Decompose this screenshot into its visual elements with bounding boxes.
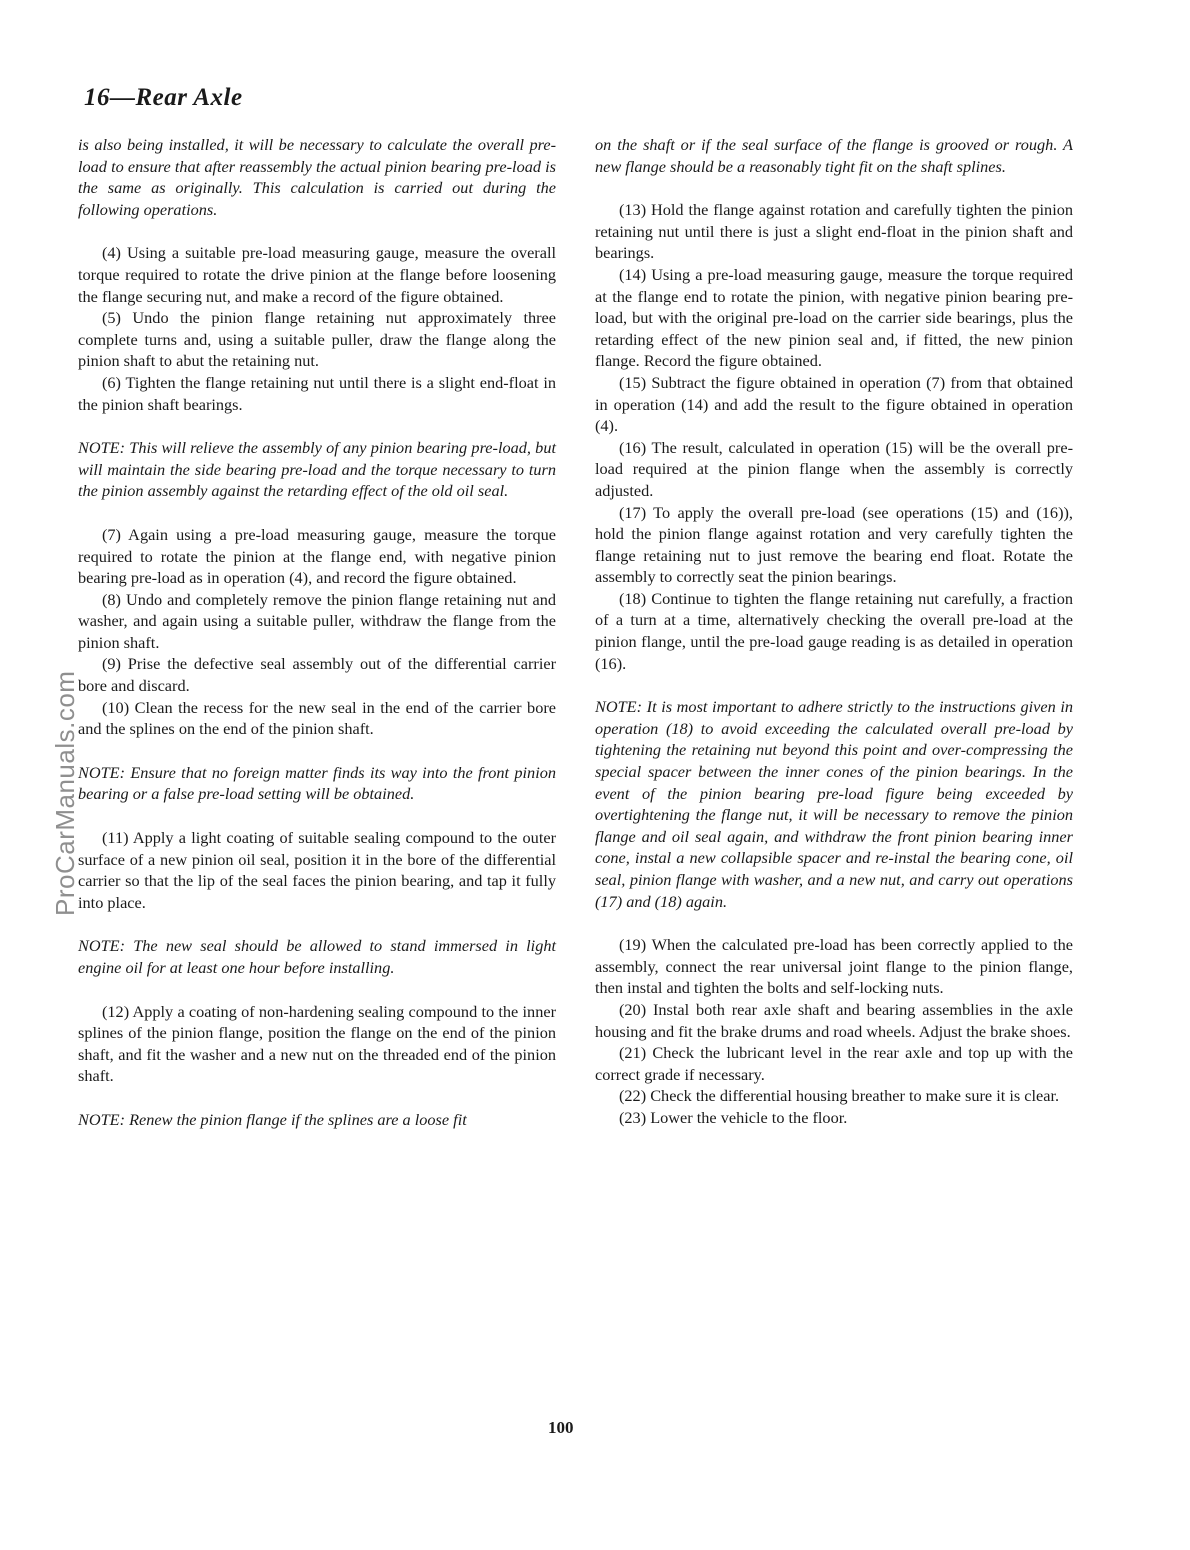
step-10: (10) Clean the recess for the new seal in the end of the carrier bore and the splines on the end of the pinion shaft. (78, 697, 556, 739)
step-22: (22) Check the differential housing breather to make sure it is clear. (619, 1086, 1060, 1106)
step-21: (21) Check the lubricant level in the rear axle and top up with the correct grade if necessary. (595, 1043, 1073, 1084)
step-4: (4) Using a suitable pre-load measuring gauge, measure the overall torque required to rotate the drive pinion at the flange before loosening the flange securing nut, and make a record of the figure obtained. (78, 243, 556, 306)
page-header: 16—Rear Axle (84, 84, 243, 111)
note-5: NOTE: It is most important to adhere strictly to the instructions given in operation (18) to avoid exceeding the calculated overall pre-load by tightening the retaining nut beyond this point and over-compressing the special spacer between the inner cones of the pinion bearings. In the event of the pinion bearing pre-load figure being exceeded by overtightening the flange nut, it will be necessary to remove the pinion flange and oil seal again, and withdraw the front pinion bearing inner cone, instal a new collapsible spacer and re-instal the bearing cone, oil seal, pinion flange with washer, and a new nut, and carry out operations (17) and (18) again. (595, 697, 1073, 911)
step-23: (23) Lower the vehicle to the floor. (619, 1107, 848, 1127)
intro-paragraph: is also being installed, it will be necessary to calculate the overall pre-load to ensure that after reassembly the actual pinion bearing pre-load is the same as originally. This calculation is carried out during the following operations. (78, 135, 556, 219)
step-6: (6) Tighten the flange retaining nut until there is a slight end-float in the pinion shaft bearings. (78, 372, 556, 414)
step-20: (20) Instal both rear axle shaft and bearing assemblies in the axle housing and fit the brake drums and road wheels. Adjust the brake shoes. (595, 999, 1073, 1041)
step-8: (8) Undo and completely remove the pinion flange retaining nut and washer, and again using a suitable puller, withdraw the flange from the pinion shaft. (78, 589, 556, 652)
note-4: NOTE: Renew the pinion flange if the splines are a loose fit (78, 1109, 467, 1129)
note-4-continued: on the shaft or if the seal surface of the flange is grooved or rough. A new flange should be a reasonably tight fit on the shaft splines. (595, 135, 1073, 176)
step-13: (13) Hold the flange against rotation and carefully tighten the pinion retaining nut until there is just a slight end-float in the pinion shaft and bearings. (595, 200, 1073, 263)
left-column (78, 134, 556, 1153)
watermark: ProCarManuals.com (50, 670, 80, 916)
step-18: (18) Continue to tighten the flange retaining nut carefully, a fraction of a turn at a time, alternatively checking the overall pre-load at the pinion flange, until the pre-load gauge reading is as detailed in operation (16). (595, 588, 1073, 673)
note-3: NOTE: The new seal should be allowed to stand immersed in light engine oil for at least one hour before installing. (78, 936, 556, 977)
step-15: (15) Subtract the figure obtained in operation (7) from that obtained in operation (14) and add the result to the figure obtained in operation (4). (595, 372, 1073, 436)
step-12: (12) Apply a coating of non-hardening sealing compound to the inner splines of the pinion flange, position the flange on the end of the pinion shaft, and fit the washer and a new nut on the threaded end of the pinion shaft. (78, 1001, 556, 1086)
step-9: (9) Prise the defective seal assembly out of the differential carrier bore and discard. (78, 654, 556, 696)
right-column (595, 134, 1073, 1129)
step-5: (5) Undo the pinion flange retaining nut approximately three complete turns and, using a suitable puller, draw the flange along the pinion shaft to abut the retaining nut. (78, 308, 556, 371)
step-19: (19) When the calculated pre-load has been correctly applied to the assembly, connect the rear universal joint flange to the pinion flange, then instal and tighten the bolts and self-locking nuts. (595, 935, 1073, 998)
page-number: 100 (548, 1418, 574, 1437)
step-16: (16) The result, calculated in operation (15) will be the overall pre-load required at the pinion flange when the assembly is correctly adjusted. (595, 437, 1073, 500)
step-11: (11) Apply a light coating of suitable sealing compound to the outer surface of a new pinion oil seal, position it in the bore of the differential carrier so that the lip of the seal faces the pinion bearing, and tap it fully into place. (78, 828, 556, 912)
step-14: (14) Using a pre-load measuring gauge, measure the torque required at the flange end to rotate the pinion, with negative pinion bearing pre-load, but with the original pre-load on the carrier side bearings, plus the retarding effect of the new pinion seal and, if fitted, the new pinion flange. Record the figure obtained. (595, 264, 1073, 371)
step-7: (7) Again using a pre-load measuring gauge, measure the torque required to rotate the pinion at the flange end, with negative pinion bearing pre-load as in operation (4), and record the figure obtained. (78, 524, 556, 588)
note-1: NOTE: This will relieve the assembly of any pinion bearing pre-load, but will maintain the side bearing pre-load and the torque necessary to turn the pinion assembly against the retarding effect of the old oil seal. (78, 438, 556, 501)
step-17: (17) To apply the overall pre-load (see operations (15) and (16)), hold the pinion flange against rotation and very carefully tighten the flange retaining nut to just remove the bearing end float. Rotate the assembly to correctly seat the pinion bearings. (595, 502, 1073, 587)
note-2: NOTE: Ensure that no foreign matter finds its way into the front pinion bearing or a false pre-load setting will be obtained. (78, 762, 556, 804)
